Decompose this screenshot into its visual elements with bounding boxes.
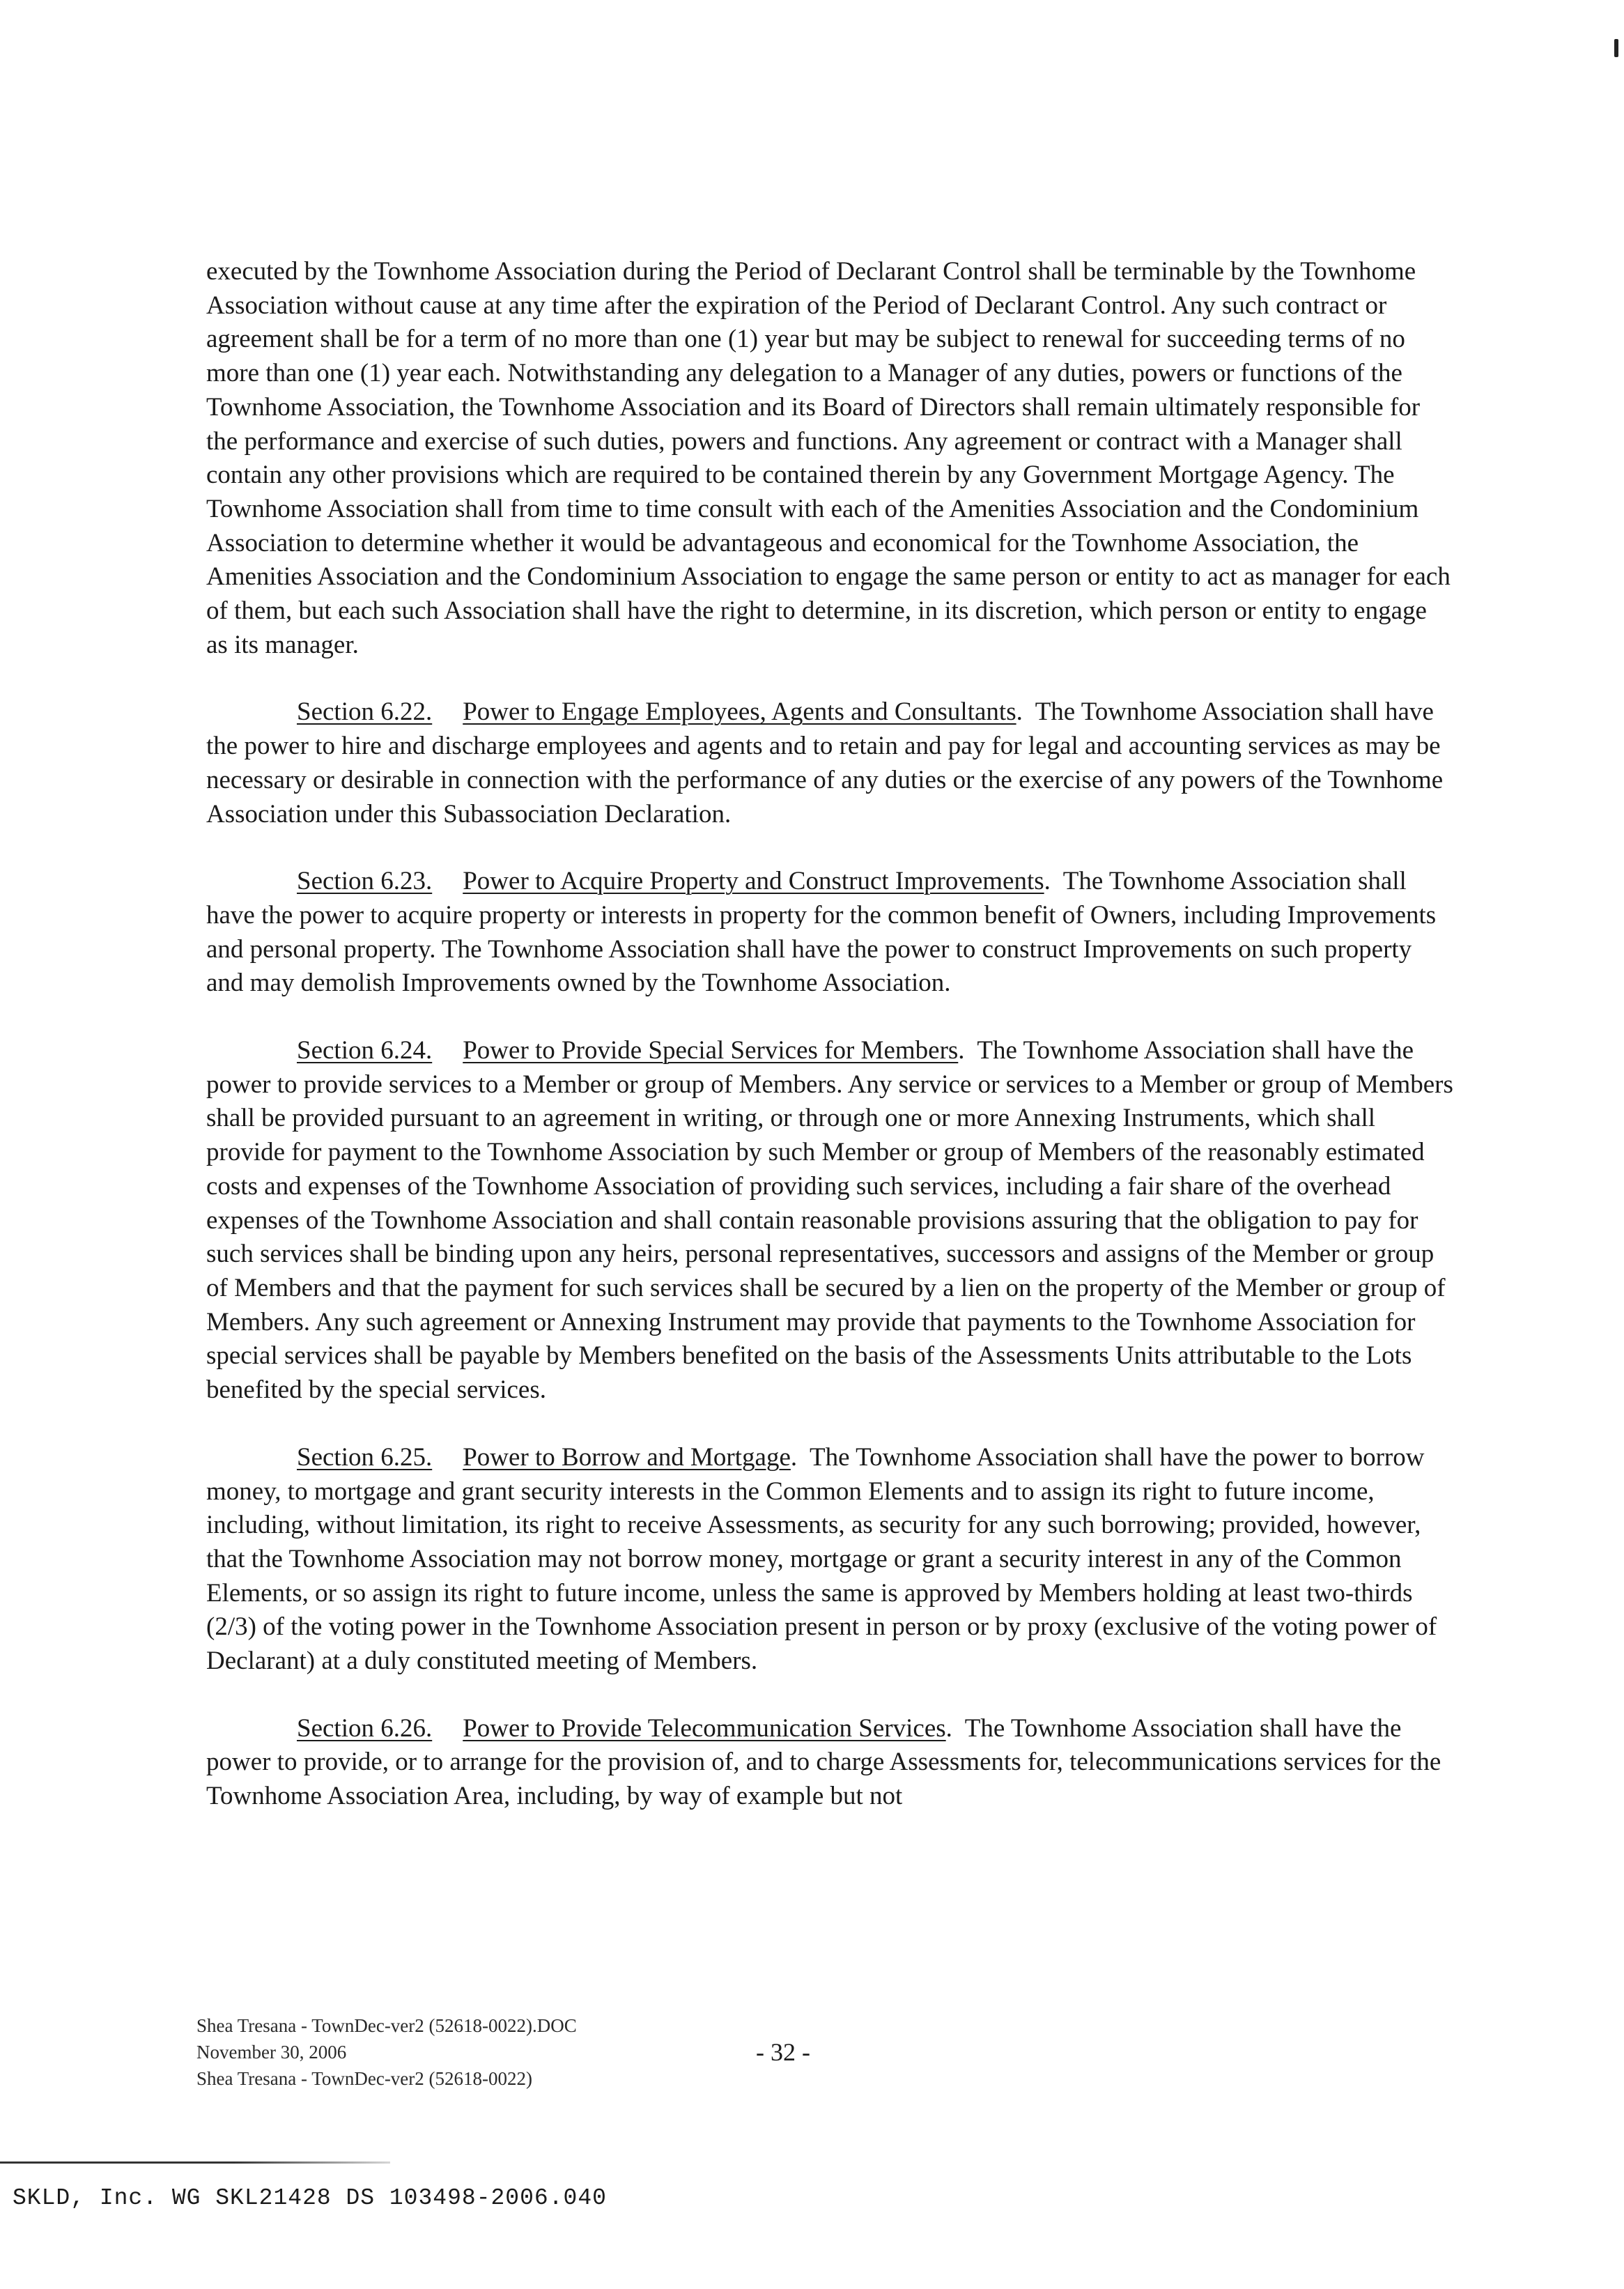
section-number: Section 6.22. (297, 698, 433, 727)
footer-date: November 30, 2006 (196, 2042, 347, 2063)
section-text: The Townhome Association shall have the power to hire and discharge employees and agents and to retain and pay for legal and accounting services as may be necessary or desirable in connection with the performance of any duties or the exercise of any powers of the Townhome Association under this Subassociation Declaration. (206, 698, 1444, 828)
section-6-26: Section 6.26. Power to Provide Telecommunication Services. The Townhome Association shall have the power to provide, or to arrange for the provision of, and to charge Assessments for, telecommunications services for the Townhome Association Area, including, by way of example but not (206, 1713, 1441, 1811)
section-text: The Townhome Association shall have the power to provide services to a Member or group of Members. Any service or services to a Member or group of Members shall be provided pursuant to an agreement in writing, or through one or more Annexing Instruments, which shall provide for payment to the Townhome Association by such Member or group of Members of the reasonably estimated costs and expenses of the Townhome Association of providing such services, including a fair share of the overhead expenses of the Townhome Association and shall contain reasonable provisions assuring that the obligation to pay for such services shall be binding upon any heirs, personal representatives, successors and assigns of the Member or group of Members and that the payment for such services shall be secured by a lien on the property of the Member or group of Members. Any such agreement or Annexing Instrument may provide that payments to the Townhome Association for special services shall be payable by Members benefited on the basis of the Assessments Units attributable to the Lots benefited by the special services. (206, 1036, 1453, 1405)
section-6-22: Section 6.22. Power to Engage Employees, Agents and Consultants. The Townhome Association shall have the power to hire and discharge employees and agents and to retain and pay for legal and accounting services as may be necessary or desirable in connection with the performance of any duties or the exercise of any powers of the Townhome Association under this Subassociation Declaration. (206, 698, 1444, 828)
section-title: Power to Acquire Property and Construct Improvements (463, 867, 1044, 896)
section-number: Section 6.24. (297, 1036, 433, 1065)
section-title: Power to Engage Employees, Agents and Consultants (463, 698, 1016, 727)
section-6-23: Section 6.23. Power to Acquire Property and Construct Improvements. The Townhome Association shall have the power to acquire property or interests in property for the common benefit of Owners, including Improvements and personal property. The Townhome Association shall have the power to construct Improvements on such property and may demolish Improvements owned by the Townhome Association. (206, 867, 1437, 998)
document-body (206, 255, 1453, 1847)
continuation-text: executed by the Townhome Association during the Period of Declarant Control shall be terminable by the Townhome Association without cause at any time after the expiration of the Period of Declarant Control. Any such contract or agreement shall be for a term of no more than one (1) year but may be subject to renewal for succeeding terms of no more than one (1) year each. Notwithstanding any delegation to a Manager of any duties, powers or functions of the Townhome Association, the Townhome Association and its Board of Directors shall remain ultimately responsible for the performance and exercise of such duties, powers and functions. Any agreement or contract with a Manager shall contain any other provisions which are required to be contained therein by any Government Mortgage Agency. The Townhome Association shall from time to time consult with each of the Amenities Association and the Condominium Association to determine whether it would be advantageous and economical for the Townhome Association, the Amenities Association and the Condominium Association to engage the same person or entity to act as manager for each of them, but each such Association shall have the right to determine, in its discretion, which person or entity to engage as its manager. (206, 257, 1451, 659)
section-title: Power to Provide Telecommunication Services (463, 1713, 946, 1743)
footer-file-name-2: Shea Tresana - TownDec-ver2 (52618-0022) (196, 2068, 533, 2089)
section-text: The Townhome Association shall have the power to provide, or to arrange for the provision of, and to charge Assessments for, telecommunications services for the Townhome Association Area, including, by way of example but not (206, 1713, 1441, 1811)
document-footer (196, 2012, 1311, 2092)
section-6-24: Section 6.24. Power to Provide Special Services for Members. The Townhome Association shall have the power to provide services to a Member or group of Members. Any service or services to a Member or group of Members shall be provided pursuant to an agreement in writing, or through one or more Annexing Instruments, which shall provide for payment to the Townhome Association by such Member or group of Members of the reasonably estimated costs and expenses of the Townhome Association of providing such services, including a fair share of the overhead expenses of the Townhome Association and shall contain reasonable provisions assuring that the obligation to pay for such services shall be binding upon any heirs, personal representatives, successors and assigns of the Member or group of Members and that the payment for such services shall be secured by a lien on the property of the Member or group of Members. Any such agreement or Annexing Instrument may provide that payments to the Townhome Association for special services shall be payable by Members benefited on the basis of the Assessments Units attributable to the Lots benefited by the special services. (206, 1036, 1453, 1405)
continuation-paragraph (206, 255, 1453, 662)
footer-divider (0, 2161, 390, 2164)
section-text: The Townhome Association shall have the power to acquire property or interests in property for the common benefit of Owners, including Improvements and personal property. The Townhome Association shall have the power to construct Improvements on such property and may demolish Improvements owned by the Townhome Association. (206, 867, 1437, 998)
section-number: Section 6.23. (297, 867, 433, 896)
section-title: Power to Borrow and Mortgage (463, 1442, 791, 1472)
page-number: - 32 - (756, 2038, 810, 2066)
footer-file-name: Shea Tresana - TownDec-ver2 (52618-0022).DOC (196, 2015, 577, 2036)
section-number: Section 6.26. (297, 1713, 433, 1743)
scan-mark (1614, 39, 1618, 57)
section-text: The Townhome Association shall have the power to borrow money, to mortgage and grant security interests in the Common Elements and to assign its right to future income, including, without limitation, its right to receive Assessments, as security for any such borrowing; provided, however, that the Townhome Association may not borrow money, mortgage or grant a security interest in any of the Common Elements, or so assign its right to future income, unless the same is approved by Members holding at least two-thirds (2/3) of the voting power in the Townhome Association present in person or by proxy (exclusive of the voting power of Declarant) at a duly constituted meeting of Members. (206, 1442, 1437, 1676)
section-number: Section 6.25. (297, 1442, 433, 1472)
section-title: Power to Provide Special Services for Members (463, 1036, 959, 1065)
section-6-25: Section 6.25. Power to Borrow and Mortgage. The Townhome Association shall have the power to borrow money, to mortgage and grant security interests in the Common Elements and to assign its right to future income, including, without limitation, its right to receive Assessments, as security for any such borrowing; provided, however, that the Townhome Association may not borrow money, mortgage or grant a security interest in any of the Common Elements, or so assign its right to future income, unless the same is approved by Members holding at least two-thirds (2/3) of the voting power in the Townhome Association present in person or by proxy (exclusive of the voting power of Declarant) at a duly constituted meeting of Members. (206, 1442, 1437, 1676)
recording-stamp: SKLD, Inc. WG SKL21428 DS 103498-2006.040 (13, 2185, 607, 2211)
